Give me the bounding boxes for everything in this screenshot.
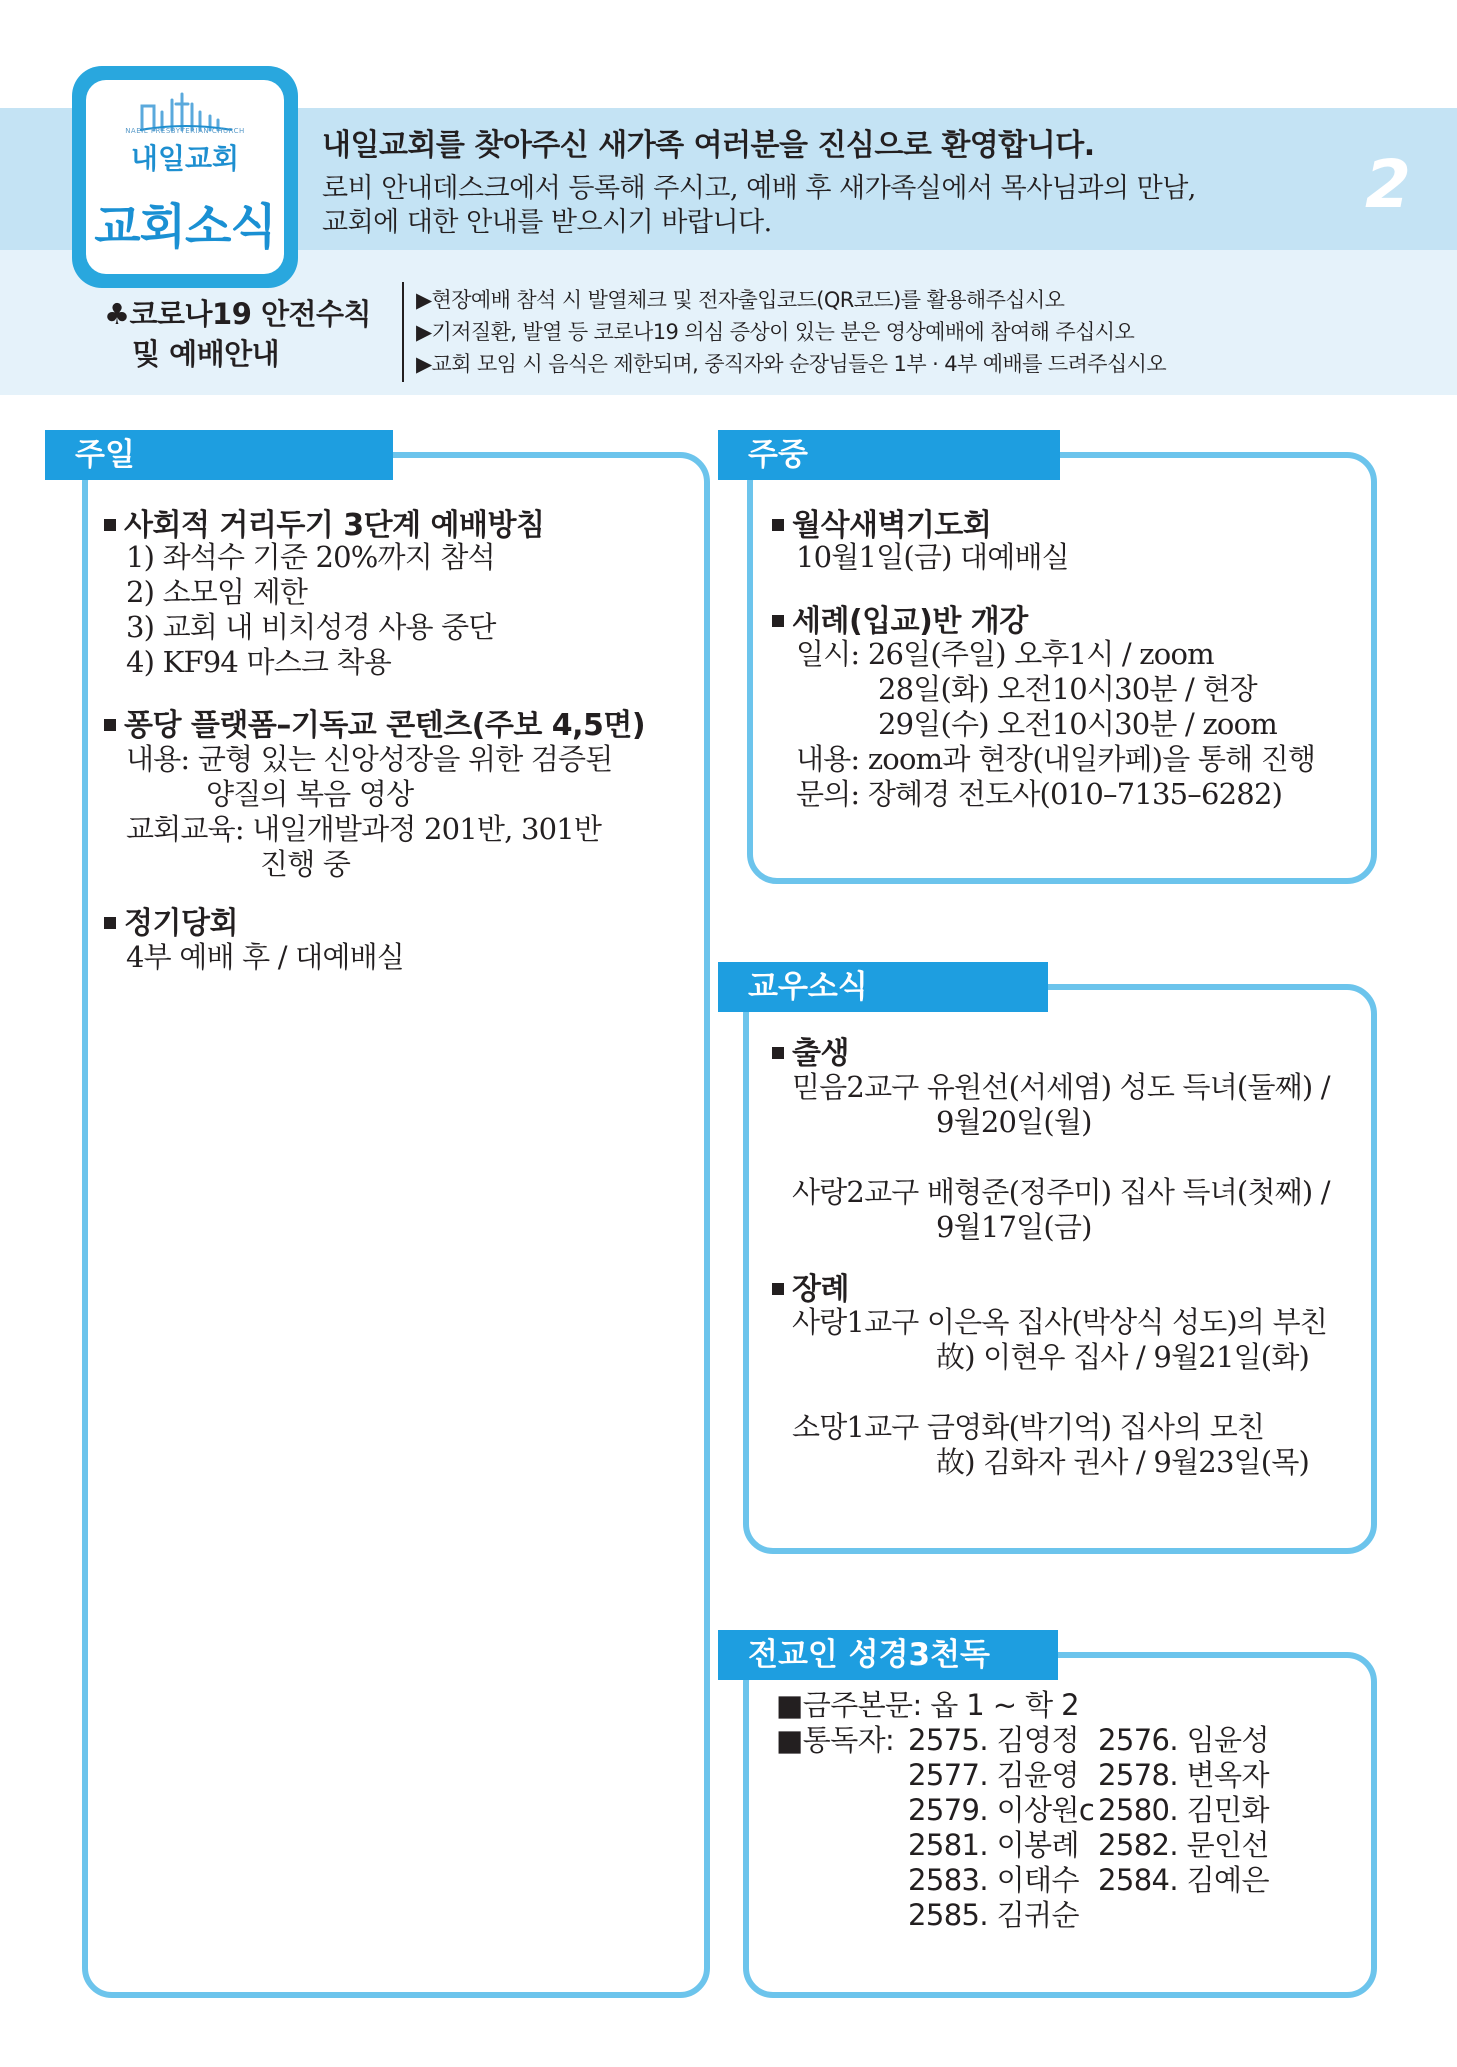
- logo-subtitle: NAEIL PRESBYTERIAN CHURCH: [125, 127, 245, 135]
- reader-row: [908, 1863, 1269, 1898]
- birth-line: 9월20일(월): [936, 1105, 1092, 1139]
- reader-item: 2579. 이상원c: [908, 1793, 1095, 1827]
- section-title: 교회소식: [94, 199, 276, 255]
- sunday-sec2-body: [126, 742, 613, 882]
- sunday-box: [82, 452, 710, 1998]
- bible-readers: [908, 1723, 1269, 1933]
- list-item: 3) 교회 내 비치성경 사용 중단: [126, 610, 496, 644]
- bible-passage: ■금주본문: 옵 1 ~ 학 2: [776, 1688, 1079, 1722]
- weekday-sec1-line: 10월1일(금) 대예배실: [796, 540, 1069, 574]
- sunday-sec1-title: 사회적 거리두기 3단계 예배방침: [104, 500, 544, 544]
- weekday-tab: 주중: [718, 430, 1060, 480]
- reader-item: 2583. 이태수: [908, 1863, 1079, 1897]
- bullet-square-icon: [772, 1047, 784, 1059]
- sunday-sec1-list: [126, 540, 496, 680]
- sunday-sec2-line: 진행 중: [260, 847, 351, 881]
- page-number: 2: [1365, 146, 1411, 223]
- covid-divider: [402, 282, 404, 382]
- weekday-sec1-title: 월삭새벽기도회: [772, 500, 991, 544]
- reader-item: 2578. 변옥자: [1098, 1758, 1269, 1792]
- welcome-line-2: 교회에 대한 안내를 받으시기 바랍니다.: [322, 207, 772, 238]
- list-item: 2) 소모임 제한: [126, 575, 308, 609]
- funeral-line: 사랑1교구 이은옥 집사(박상식 성도)의 부친: [792, 1305, 1327, 1339]
- reader-item: 2577. 김윤영: [908, 1758, 1079, 1792]
- funeral-entry-2: [792, 1410, 1309, 1480]
- weekday-sec2-line: 28일(화) 오전10시30분 / 현장: [878, 672, 1257, 706]
- birth-title: 출생: [772, 1028, 849, 1072]
- welcome-title: 내일교회를 찾아주신 새가족 여러분을 진심으로 환영합니다.: [322, 128, 1095, 163]
- weekday-sec2-line: 내용: zoom과 현장(내일카페)을 통해 진행: [796, 742, 1316, 776]
- reader-item: 2575. 김영정: [908, 1723, 1079, 1757]
- covid-item: ▶기저질환, 발열 등 코로나19 의심 증상이 있는 분은 영상예배에 참여해 주십시오: [416, 320, 1135, 344]
- reader-row: [908, 1723, 1269, 1758]
- funeral-line: 소망1교구 금영화(박기억) 집사의 모친: [792, 1410, 1265, 1444]
- members-tab: 교우소식: [718, 962, 1048, 1012]
- sunday-sec3-line: 4부 예배 후 / 대예배실: [126, 940, 405, 974]
- covid-title-line-2: 및 예배안내: [132, 337, 280, 371]
- funeral-entry-1: [792, 1305, 1327, 1375]
- sunday-sec2-line: 교회교육: 내일개발과정 201반, 301반: [126, 812, 602, 846]
- birth-entry-1: [792, 1070, 1330, 1140]
- birth-line: 사랑2교구 배형준(정주미) 집사 득녀(첫째) /: [792, 1175, 1330, 1209]
- birth-line: 9월17일(금): [936, 1210, 1092, 1244]
- covid-title: [104, 294, 371, 374]
- bullet-square-icon: [104, 519, 116, 531]
- bullet-square-icon: [104, 719, 116, 731]
- weekday-sec2-body: [796, 637, 1315, 812]
- bullet-square-icon: [104, 917, 116, 929]
- welcome-line-1: 로비 안내데스크에서 등록해 주시고, 예배 후 새가족실에서 목사님과의 만남,: [322, 173, 1196, 204]
- reader-item: 2580. 김민화: [1098, 1793, 1269, 1827]
- birth-entry-2: [792, 1175, 1330, 1245]
- bible-readers-label: ■통독자:: [776, 1723, 895, 1757]
- list-item: 4) KF94 마스크 착용: [126, 645, 391, 679]
- birth-line: 믿음2교구 유원선(서세염) 성도 득녀(둘째) /: [792, 1070, 1330, 1104]
- weekday-sec2-line: 일시: 26일(주일) 오후1시 / zoom: [796, 637, 1214, 671]
- funeral-line: 故) 이현우 집사 / 9월21일(화): [936, 1340, 1310, 1374]
- reader-row: [908, 1828, 1269, 1863]
- bullet-square-icon: [772, 615, 784, 627]
- reader-row: [908, 1793, 1269, 1828]
- reader-item: 2585. 김귀순: [908, 1898, 1079, 1932]
- church-logo-icon: [138, 92, 234, 132]
- covid-item: ▶교회 모임 시 음식은 제한되며, 중직자와 순장님들은 1부 · 4부 예배를 드려주십시오: [416, 352, 1167, 376]
- bible-tab: 전교인 성경3천독: [718, 1630, 1058, 1680]
- logo-text: 내일교회: [130, 142, 240, 175]
- reader-item: 2584. 김예은: [1098, 1863, 1269, 1897]
- reader-item: 2581. 이봉례: [908, 1828, 1079, 1862]
- covid-title-line-1: ♣코로나19 안전수칙: [104, 297, 372, 331]
- sunday-sec2-title: 퐁당 플랫폼–기독교 콘텐츠(주보 4,5면): [104, 700, 645, 744]
- sunday-tab: 주일: [45, 430, 393, 480]
- reader-item: 2582. 문인선: [1098, 1828, 1269, 1862]
- sunday-sec2-line: 내용: 균형 있는 신앙성장을 위한 검증된: [126, 742, 613, 776]
- bullet-square-icon: [772, 1283, 784, 1295]
- weekday-sec2-title: 세례(입교)반 개강: [772, 596, 1028, 640]
- funeral-line: 故) 김화자 권사 / 9월23일(목): [936, 1445, 1310, 1479]
- reader-item: 2576. 임윤성: [1098, 1723, 1269, 1757]
- reader-row: [908, 1898, 1269, 1933]
- weekday-sec2-line: 문의: 장혜경 전도사(010–7135–6282): [796, 777, 1283, 811]
- bullet-square-icon: [772, 519, 784, 531]
- sunday-sec3-title: 정기당회: [104, 898, 238, 942]
- reader-row: [908, 1758, 1269, 1793]
- covid-list: [416, 284, 1166, 380]
- sunday-sec2-line: 양질의 복음 영상: [206, 777, 414, 811]
- list-item: 1) 좌석수 기준 20%까지 참석: [126, 540, 495, 574]
- covid-item: ▶현장예배 참석 시 발열체크 및 전자출입코드(QR코드)를 활용해주십시오: [416, 288, 1065, 312]
- weekday-sec2-line: 29일(수) 오전10시30분 / zoom: [878, 707, 1277, 741]
- funeral-title: 장례: [772, 1264, 849, 1308]
